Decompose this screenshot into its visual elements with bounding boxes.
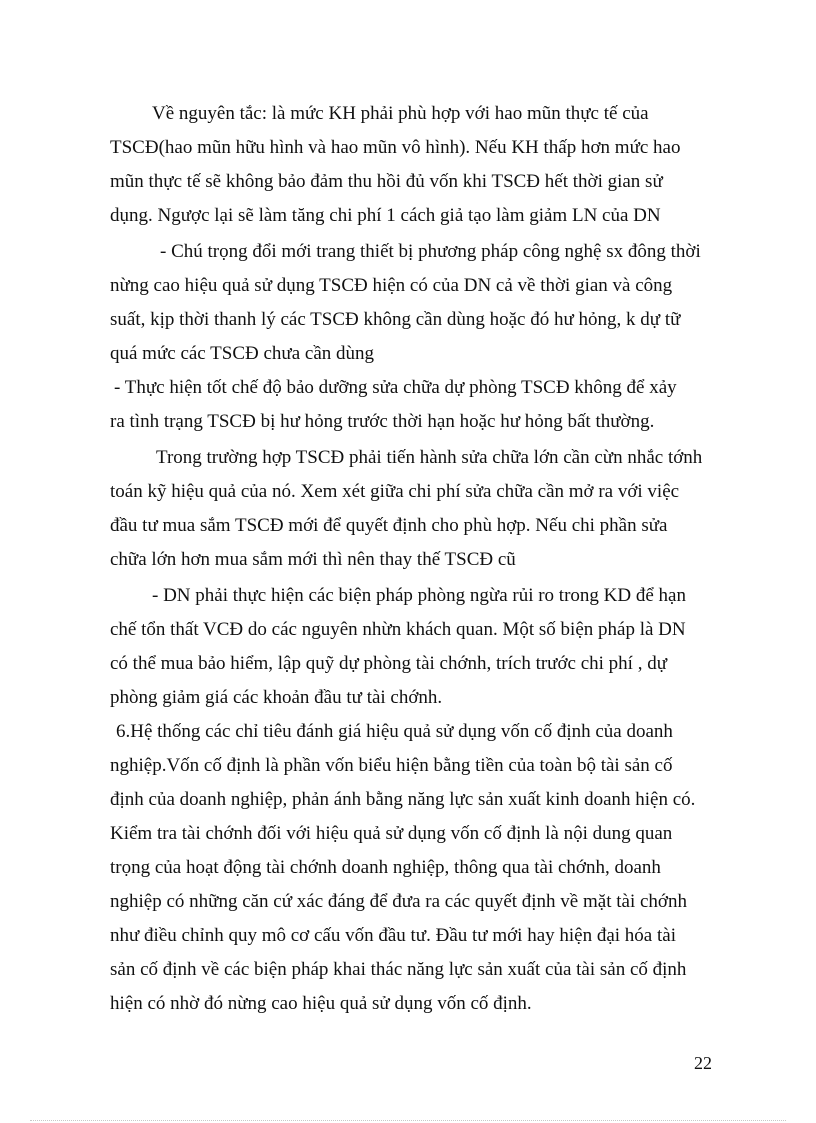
text-line: quá mức các TSCĐ chưa cần dùng — [110, 343, 374, 364]
text-line: toán kỹ hiệu quả của nó. Xem xét giữa chi phí sửa chữa cần mở ra với việc — [110, 481, 680, 502]
text-line: phòng giảm giá các khoản đầu tư tài chớnh. — [110, 687, 443, 708]
text-line: có thể mua bảo hiểm, lập quỹ dự phòng tài chớnh, trích trước chi phí , dự — [110, 653, 668, 674]
text-line: dụng. Ngược lại sẽ làm tăng chi phí 1 cách giả tạo làm giảm LN của DN — [110, 205, 661, 226]
text-line: định của doanh nghiệp, phản ánh bằng năng lực sản xuất kinh doanh hiện có. — [110, 789, 696, 810]
text-line: - DN phải thực hiện các biện pháp phòng ngừa rủi ro trong KD để hạn — [152, 585, 686, 606]
text-line: suất, kịp thời thanh lý các TSCĐ không cần dùng hoặc đó hư hỏng, k dự tữ — [110, 309, 681, 330]
text-line: 6.Hệ thống các chỉ tiêu đánh giá hiệu quả sử dụng vốn cố định của doanh — [116, 721, 673, 742]
text-line: nghiệp có những căn cứ xác đáng để đưa ra các quyết định về mặt tài chớnh — [110, 891, 687, 912]
text-line: nghiệp.Vốn cố định là phần vốn biểu hiện bằng tiền của toàn bộ tài sản cố — [110, 755, 673, 776]
text-line: Trong trường hợp TSCĐ phải tiến hành sửa chữa lớn cần cừn nhắc tớnh — [156, 447, 703, 468]
text-line: đầu tư mua sắm TSCĐ mới để quyết định cho phù hợp. Nếu chi phần sửa — [110, 515, 668, 536]
text-line: - Thực hiện tốt chế độ bảo dưỡng sửa chữa dự phòng TSCĐ không để xảy — [114, 377, 677, 398]
page-number: 22 — [694, 1053, 712, 1073]
text-line: - Chú trọng đổi mới trang thiết bị phương pháp công nghệ sx đông thời — [160, 241, 701, 262]
text-line: mũn thực tế sẽ không bảo đảm thu hồi đủ vốn khi TSCĐ hết thời gian sử — [110, 171, 663, 192]
text-line: hiện có nhờ đó nừng cao hiệu quả sử dụng vốn cố định. — [110, 993, 532, 1014]
text-line: sản cố định về các biện pháp khai thác năng lực sản xuất của tài sản cố định — [110, 959, 687, 980]
text-line: chế tổn thất VCĐ do các nguyên nhừn khách quan. Một số biện pháp là DN — [110, 619, 686, 640]
text-line: TSCĐ(hao mũn hữu hình và hao mũn vô hình). Nếu KH thấp hơn mức hao — [110, 137, 681, 158]
text-line: Kiểm tra tài chớnh đối với hiệu quả sử dụng vốn cố định là nội dung quan — [110, 823, 673, 844]
bottom-divider — [30, 1120, 786, 1121]
text-line: Về nguyên tắc: là mức KH phải phù hợp với hao mũn thực tế của — [152, 103, 649, 124]
text-line: ra tình trạng TSCĐ bị hư hỏng trước thời hạn hoặc hư hỏng bất thường. — [110, 411, 655, 432]
text-line: chữa lớn hơn mua sắm mới thì nên thay thế TSCĐ cũ — [110, 549, 516, 570]
text-line: như điều chỉnh quy mô cơ cấu vốn đầu tư. Đầu tư mới hay hiện đại hóa tài — [110, 925, 676, 946]
text-line: trọng của hoạt động tài chớnh doanh nghiệp, thông qua tài chớnh, doanh — [110, 857, 661, 878]
text-line: nừng cao hiệu quả sử dụng TSCĐ hiện có của DN cả về thời gian và công — [110, 275, 673, 296]
